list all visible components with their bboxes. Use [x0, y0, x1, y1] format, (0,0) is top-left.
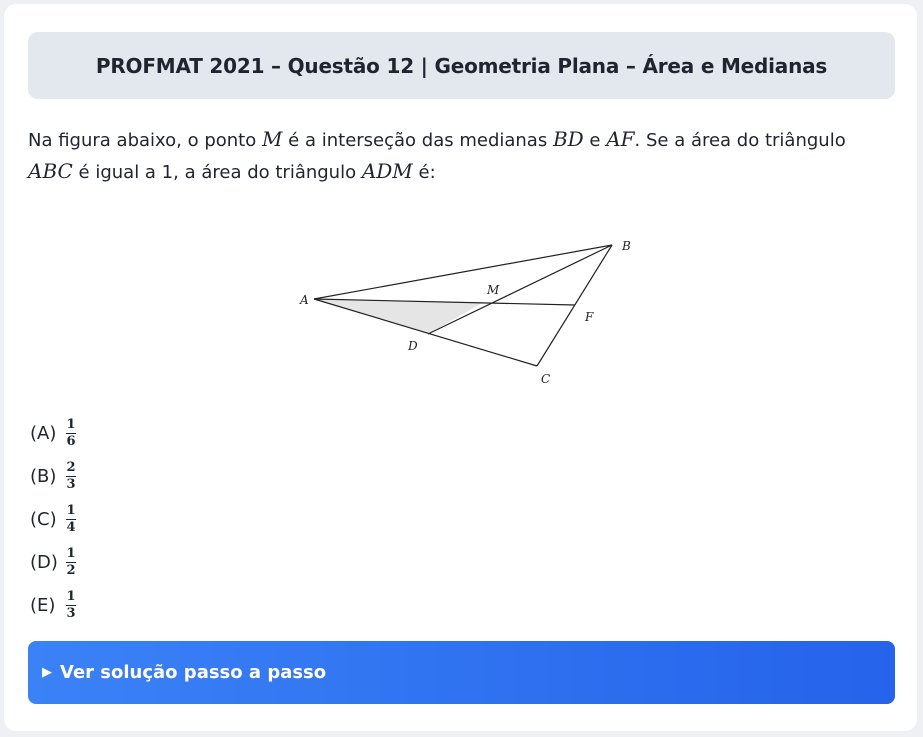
option-c[interactable]: [30, 498, 76, 541]
fraction-numerator: 1: [66, 546, 76, 561]
question-text-part: e: [583, 130, 607, 151]
question-title: PROFMAT 2021 – Questão 12 | Geometria Plana – Área e Medianas: [95, 53, 828, 78]
fraction-numerator: 2: [66, 460, 76, 475]
question-text-part: Na figura abaixo, o ponto: [28, 130, 262, 151]
label-M: M: [487, 283, 500, 297]
question-text: [28, 124, 888, 188]
math-BD: BD: [552, 127, 584, 151]
label-D: D: [408, 339, 418, 353]
label-B: B: [622, 239, 631, 253]
question-text-part: é a interseção das medianas: [282, 130, 553, 151]
label-F: F: [585, 310, 594, 324]
option-fraction: [66, 504, 76, 535]
question-text-part: . Se a área do triângulo: [634, 130, 846, 151]
label-C: C: [541, 372, 551, 386]
math-M: M: [261, 127, 283, 151]
fraction-denominator: 4: [66, 520, 76, 535]
question-card: [4, 4, 917, 731]
option-letter: (A): [30, 423, 57, 444]
option-letter: (B): [30, 466, 57, 487]
option-letter: (D): [30, 552, 58, 573]
fraction-numerator: 1: [66, 589, 76, 604]
side-AB: [314, 245, 612, 299]
answer-options: [30, 412, 76, 627]
math-ADM: ADM: [361, 159, 413, 183]
option-fraction: [66, 547, 76, 578]
question-header: [28, 32, 895, 99]
show-solution-label: Ver solução passo a passo: [60, 662, 327, 683]
option-letter: (C): [30, 509, 57, 530]
option-a[interactable]: [30, 412, 76, 455]
question-text-part: é:: [412, 162, 436, 183]
fraction-denominator: 6: [66, 434, 76, 449]
math-AF: AF: [606, 127, 635, 151]
option-e[interactable]: [30, 584, 76, 627]
option-fraction: [66, 590, 76, 621]
option-letter: (E): [30, 595, 56, 616]
fraction-denominator: 3: [66, 477, 76, 492]
option-d[interactable]: [30, 541, 76, 584]
shaded-triangle-ADM: [314, 299, 484, 334]
option-fraction: [66, 461, 76, 492]
label-A: A: [300, 293, 309, 307]
fraction-numerator: 1: [66, 417, 76, 432]
option-b[interactable]: [30, 455, 76, 498]
fraction-denominator: 2: [66, 563, 76, 578]
triangle-figure: [294, 232, 654, 401]
triangle-svg: [294, 232, 654, 397]
fraction-denominator: 3: [66, 606, 76, 621]
question-text-part: é igual a 1, a área do triângulo: [72, 162, 362, 183]
triangle-right-icon: ▶: [42, 665, 52, 680]
option-fraction: [66, 418, 76, 449]
fraction-numerator: 1: [66, 503, 76, 518]
show-solution-button[interactable]: [28, 641, 895, 704]
math-ABC: ABC: [28, 159, 73, 183]
